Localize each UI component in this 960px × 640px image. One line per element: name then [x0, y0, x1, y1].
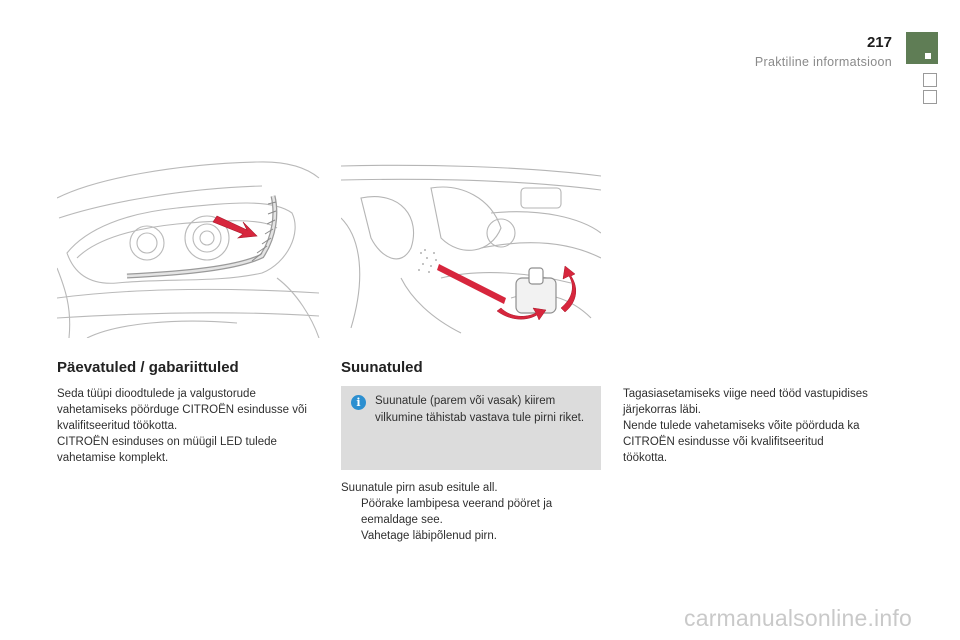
info-icon: i: [351, 395, 366, 410]
chapter-tab-empty-icon: [923, 73, 937, 87]
step-list: [341, 496, 596, 544]
paragraph: Tagasiasetamiseks viige need tööd vastupidises järjekorras läbi.: [623, 388, 868, 416]
step-text: Vahetage läbipõlenud pirn.: [361, 530, 497, 542]
list-item: [341, 528, 596, 544]
list-item: [341, 496, 596, 528]
paragraph: Suunatule pirn asub esitule all.: [341, 482, 498, 494]
chapter-tab-empty-icon: [923, 90, 937, 104]
info-note-box: [341, 386, 601, 470]
headlamp-led-illustration: [57, 158, 320, 338]
indicator-steps: [341, 480, 596, 544]
indicator-bulb-illustration: [341, 158, 601, 338]
paragraph: Seda tüüpi dioodtulede ja valgustorude vahetamiseks pöörduge CITROËN esindusse või kvalifitseeritud töökotta.: [57, 388, 307, 432]
indicators-heading: Suunatuled: [341, 359, 423, 376]
page-number: 217: [866, 34, 892, 51]
section-title: Praktiline informatsioon: [754, 55, 892, 69]
step-text: Pöörake lambipesa veerand pööret ja eemaldage see.: [361, 498, 553, 526]
watermark: carmanualsonline.info: [684, 605, 912, 631]
paragraph: CITROËN esinduses on müügil LED tulede vahetamise komplekt.: [57, 436, 277, 464]
daytime-lights-text: [57, 386, 322, 466]
chapter-tab-icon: [906, 32, 938, 64]
paragraph: Nende tulede vahetamiseks võite pöörduda ka CITROËN esindusse või kvalifitseeritud töökotta.: [623, 420, 860, 464]
info-note-text: Suunatule (parem või vasak) kiirem vilkumine tähistab vastava tule pirni riket.: [375, 395, 585, 424]
refit-text: [623, 386, 868, 466]
daytime-lights-heading: Päevatuled / gabariittuled: [57, 359, 239, 376]
